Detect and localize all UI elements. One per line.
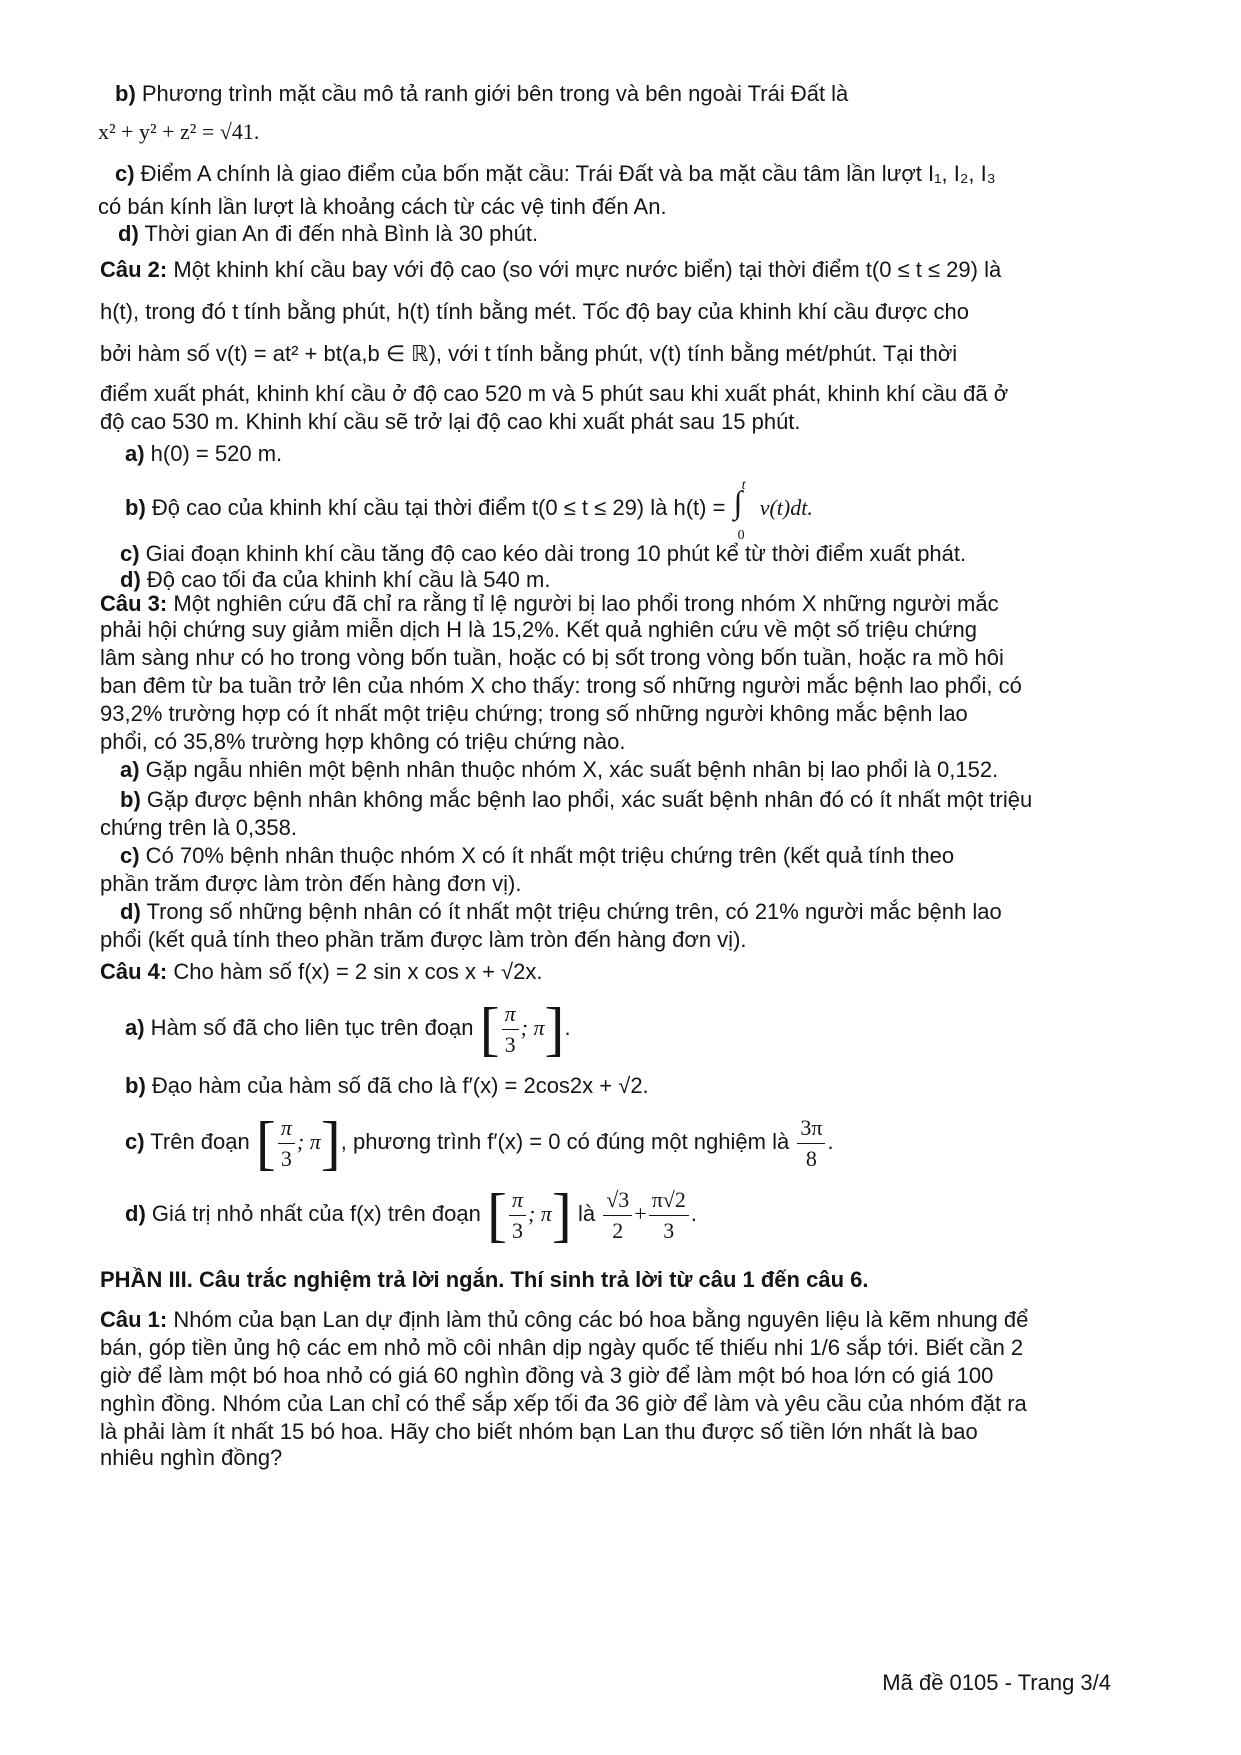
bracket-left: [ [255,1110,276,1177]
page-footer: Mã đề 0105 - Trang 3/4 [882,1670,1111,1695]
question-3d-line-2: phổi (kết quả tính theo phần trăm được làm tròn đến hàng đơn vị). [100,927,747,952]
question-4: Câu 4: Cho hàm số f(x) = 2 sin x cos x + √2x. [100,959,543,984]
question-3-line-1: Câu 3: Một nghiên cứu đã chỉ ra rằng tỉ lệ người bị lao phổi trong nhóm X những người mắc [100,591,999,616]
question-4c-mid: , phương trình f′(x) = 0 có đúng một nghiệm là [340,1129,790,1154]
question-2c: c) Giai đoạn khinh khí cầu tăng độ cao kéo dài trong 10 phút kể từ thời điểm xuất phát. [120,541,967,566]
question-4b: b) Đạo hàm của hàm số đã cho là f′(x) = 2cos2x + √2. [125,1073,649,1098]
integral-sign: ∫ t 0 [733,478,746,543]
fraction-3pi-over-8: $\frac{3\pi}{8}$ [797,1113,825,1174]
question-2b [125,478,813,543]
question-1c-line-1: c) Điểm A chính là giao điểm của bốn mặt cầu: Trái Đất và ba mặt cầu tâm lần lượt I₁, I₂, I₃ [115,161,996,186]
bracket-right: ] [551,1182,572,1249]
question-3-line-4: ban đêm từ ba tuần trở lên của nhóm X cho thấy: trong số những người mắc bệnh lao phổi, có [100,673,1022,698]
question-2d: d) Độ cao tối đa của khinh khí cầu là 540 m. [120,567,551,592]
fraction-pi-over-3: $\frac{\pi}{3}$ [502,999,519,1060]
question-2b-text: b) Độ cao của khinh khí cầu tại thời điểm t(0 ≤ t ≤ 29) là h(t) = [125,495,726,520]
bracket-right: ] [320,1110,341,1177]
question-4d: d) Giá trị nhỏ nhất của f(x) trên đoạn [ $\frac{\pi}{3}$ ; π] là $\frac{√3}{2}$ + $\frac{\pi√2}{3}$ . [125,1182,698,1249]
part-3-question-1-line-6: nhiêu nghìn đồng? [100,1445,283,1470]
fraction-sqrt3-over-2: $\frac{√3}{2}$ [603,1185,632,1246]
question-3a: a) Gặp ngẫu nhiên một bệnh nhân thuộc nhóm X, xác suất bệnh nhân bị lao phổi là 0,152. [120,757,999,782]
question-3b-line-2: chứng trên là 0,358. [100,815,297,840]
question-2-line-4: điểm xuất phát, khinh khí cầu ở độ cao 520 m và 5 phút sau khi xuất phát, khinh khí cầu đã ở [100,381,1009,406]
fraction-pi-sqrt2-over-3: $\frac{\pi√2}{3}$ [649,1185,689,1246]
fraction-pi-over-3: $\frac{\pi}{3}$ [509,1185,526,1246]
part-3-question-1-line-1: Câu 1: Nhóm của bạn Lan dự định làm thủ công các bó hoa bằng nguyên liệu là kẽm nhung để [100,1307,1029,1332]
question-2-line-2: h(t), trong đó t tính bằng phút, h(t) tính bằng mét. Tốc độ bay của khinh khí cầu được cho [100,299,969,324]
question-1b-line-2: x² + y² + z² = √41. [98,119,260,144]
question-4c: c) Trên đoạn [ $\frac{\pi}{3}$ ; π], phương trình f′(x) = 0 có đúng một nghiệm là $\frac{3\pi}{8}$ . [125,1110,834,1177]
question-4a: a) Hàm số đã cho liên tục trên đoạn [ $\frac{\pi}{3}$ ; π]. [125,996,571,1063]
question-4c-text: c) Trên đoạn [125,1129,250,1154]
question-4d-text: d) Giá trị nhỏ nhất của f(x) trên đoạn [125,1201,481,1226]
bracket-left: [ [486,1182,507,1249]
part-3-title: PHẦN III. Câu trắc nghiệm trả lời ngắn. Thí sinh trả lời từ câu 1 đến câu 6. [100,1267,869,1292]
question-3-line-3: lâm sàng như có ho trong vòng bốn tuần, hoặc có bị sốt trong vòng bốn tuần, hoặc ra mồ hôi [100,645,1004,670]
part-3-question-1-line-4: nghìn đồng. Nhóm của Lan chỉ có thể sắp xếp tối đa 36 giờ để làm và yêu cầu của nhóm đặt ra [100,1391,1027,1416]
bracket-right: ] [544,996,565,1063]
question-3c-line-2: phần trăm được làm tròn đến hàng đơn vị). [100,871,522,896]
question-3-line-6: phổi, có 35,8% trường hợp không có triệu chứng nào. [100,729,626,754]
fraction-pi-over-3: $\frac{\pi}{3}$ [278,1113,295,1174]
part-3-question-1-line-2: bán, góp tiền ủng hộ các em nhỏ mồ côi nhân dịp ngày quốc tế thiếu nhi 1/6 sắp tới. Biết cần 2 [100,1335,1024,1360]
question-3b-line-1: b) Gặp được bệnh nhân không mắc bệnh lao phổi, xác suất bệnh nhân đó có ít nhất một triệu [120,787,1033,812]
question-2-line-3: bởi hàm số v(t) = at² + bt(a,b ∈ ℝ), với t tính bằng phút, v(t) tính bằng mét/phút. Tại thời [100,341,958,366]
bracket-left: [ [479,996,500,1063]
part-3-question-1-line-3: giờ để làm một bó hoa nhỏ có giá 60 nghìn đồng và 3 giờ để làm một bó hoa lớn có giá 100 [100,1363,994,1388]
question-2-line-1: Câu 2: Một khinh khí cầu bay với độ cao (so với mực nước biển) tại thời điểm t(0 ≤ t ≤ 29) là [100,257,1002,282]
integral-body: v(t)dt. [759,495,813,520]
question-3-line-2: phải hội chứng suy giảm miễn dịch H là 15,2%. Kết quả nghiên cứu về một số triệu chứng [100,617,978,642]
question-1b-line-1: b) Phương trình mặt cầu mô tả ranh giới bên trong và bên ngoài Trái Đất là [115,81,849,106]
question-3c-line-1: c) Có 70% bệnh nhân thuộc nhóm X có ít nhất một triệu chứng trên (kết quả tính theo [120,843,955,868]
question-1c-line-2: có bán kính lần lượt là khoảng cách từ các vệ tinh đến An. [98,194,667,219]
question-4a-text: a) Hàm số đã cho liên tục trên đoạn [125,1015,474,1040]
part-3-question-1-line-5: là phải làm ít nhất 15 bó hoa. Hãy cho biết nhóm bạn Lan thu được số tiền lớn nhất là bao [100,1419,978,1444]
question-2a: a) h(0) = 520 m. [125,441,283,466]
question-3-line-5: 93,2% trường hợp có ít nhất một triệu chứng; trong số những người không mắc bệnh lao [100,701,968,726]
question-3d-line-1: d) Trong số những bệnh nhân có ít nhất một triệu chứng trên, có 21% người mắc bệnh lao [120,899,1002,924]
question-4d-mid: là [577,1201,596,1226]
question-2-line-5: độ cao 530 m. Khinh khí cầu sẽ trở lại độ cao khi xuất phát sau 15 phút. [100,409,801,434]
question-1d: d) Thời gian An đi đến nhà Bình là 30 phút. [118,221,539,246]
